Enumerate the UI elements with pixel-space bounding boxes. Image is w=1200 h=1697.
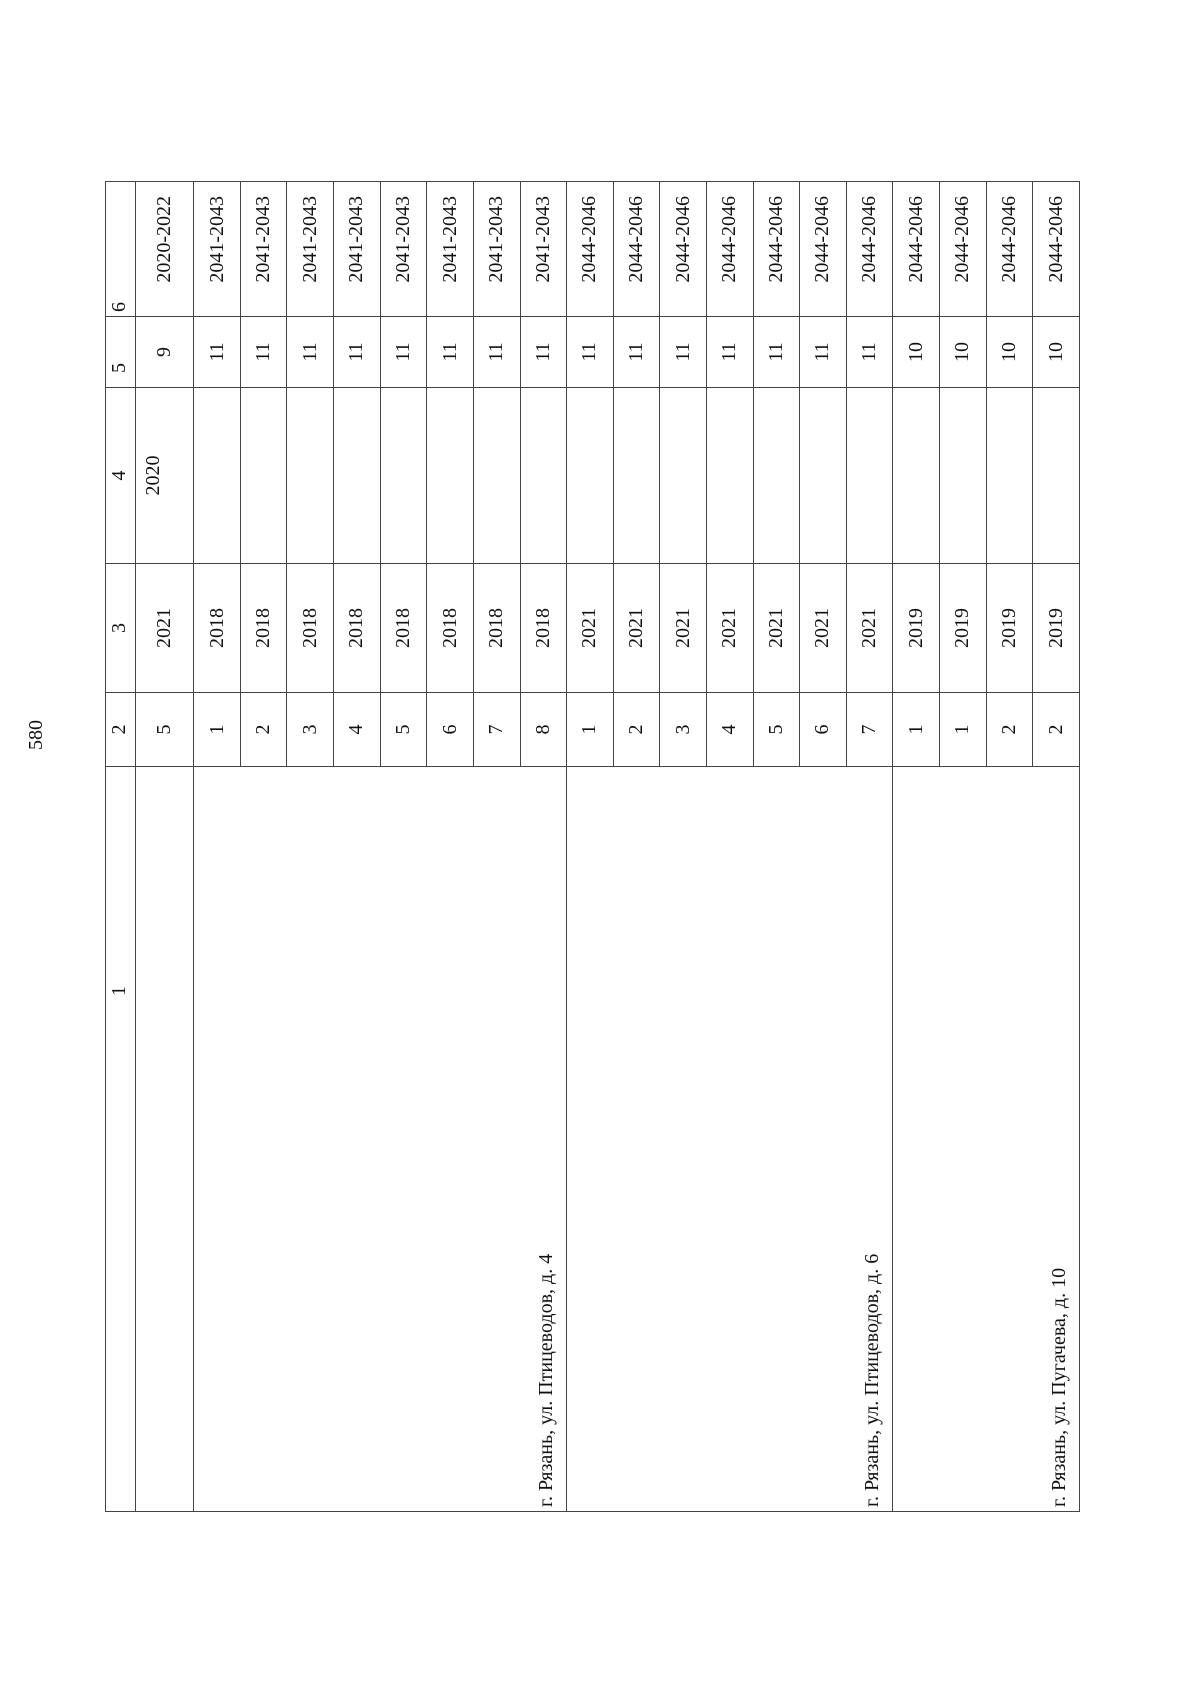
cell-c2: 5 [753, 693, 800, 767]
header-cell: 1 [106, 767, 136, 1512]
cell-c3: 2019 [1033, 564, 1080, 693]
cell-c6: 2041-2043 [380, 182, 427, 317]
cell-c5: 11 [613, 317, 660, 388]
cell-c6: 2044-2046 [753, 182, 800, 317]
cell-c3: 2021 [706, 564, 753, 693]
cell-c4 [473, 388, 520, 564]
cell-c2: 1 [893, 693, 940, 767]
address-cell: г. Рязань, ул. Птицеводов, д. 4 [194, 767, 567, 1512]
cell-c6: 2044-2046 [940, 182, 987, 317]
cell-c4 [613, 388, 660, 564]
cell-c5: 10 [940, 317, 987, 388]
header-cell: 2 [106, 693, 136, 767]
cell-c4: 2020 [136, 388, 194, 564]
cell-c3: 2019 [940, 564, 987, 693]
cell-c3: 2018 [334, 564, 381, 693]
cell-c6: 2020-2022 [136, 182, 194, 317]
cell-c6: 2041-2043 [240, 182, 287, 317]
cell-c6: 2044-2046 [567, 182, 614, 317]
cell-c2: 5 [380, 693, 427, 767]
cell-c6: 2041-2043 [334, 182, 381, 317]
cell-c3: 2019 [986, 564, 1033, 693]
cell-c5: 11 [380, 317, 427, 388]
table-header-row [106, 182, 136, 1512]
cell-c3: 2018 [473, 564, 520, 693]
cell-c6: 2044-2046 [986, 182, 1033, 317]
cell-c6: 2044-2046 [1033, 182, 1080, 317]
header-cell: 4 [106, 388, 136, 564]
cell-c4 [660, 388, 707, 564]
cell-c2: 1 [940, 693, 987, 767]
cell-c2: 6 [800, 693, 847, 767]
cell-c5: 11 [520, 317, 567, 388]
cell-c2: 5 [136, 693, 194, 767]
cell-c4 [427, 388, 474, 564]
cell-c3: 2021 [567, 564, 614, 693]
cell-c5: 10 [1033, 317, 1080, 388]
cell-c2: 8 [520, 693, 567, 767]
cell-c3: 2021 [753, 564, 800, 693]
cell-c4 [567, 388, 614, 564]
cell-c4 [893, 388, 940, 564]
cell-c3: 2021 [613, 564, 660, 693]
cell-c4 [194, 388, 241, 564]
table-row [194, 182, 241, 1512]
cell-c5: 11 [706, 317, 753, 388]
cell-c6: 2041-2043 [520, 182, 567, 317]
cell-c2: 2 [1033, 693, 1080, 767]
address-cell: г. Рязань, ул. Пугачева, д. 10 [893, 767, 1080, 1512]
cell-c3: 2018 [240, 564, 287, 693]
cell-c6: 2041-2043 [287, 182, 334, 317]
table-row [136, 182, 194, 1512]
cell-c3: 2021 [660, 564, 707, 693]
cell-c3: 2018 [427, 564, 474, 693]
cell-c5: 9 [136, 317, 194, 388]
cell-c2: 2 [240, 693, 287, 767]
table-row [567, 182, 614, 1512]
cell-c4 [846, 388, 893, 564]
cell-c5: 11 [473, 317, 520, 388]
cell-c2: 4 [334, 693, 381, 767]
cell-c3: 2021 [846, 564, 893, 693]
cell-c2: 7 [846, 693, 893, 767]
cell-c5: 11 [660, 317, 707, 388]
cell-c5: 10 [986, 317, 1033, 388]
table-body [106, 182, 1080, 1512]
cell-c6: 2041-2043 [194, 182, 241, 317]
cell-c3: 2018 [520, 564, 567, 693]
header-cell: 3 [106, 564, 136, 693]
cell-c5: 11 [427, 317, 474, 388]
cell-c4 [380, 388, 427, 564]
cell-c4 [520, 388, 567, 564]
cell-c6: 2041-2043 [427, 182, 474, 317]
cell-c3: 2021 [800, 564, 847, 693]
cell-c3: 2018 [380, 564, 427, 693]
cell-c2: 2 [986, 693, 1033, 767]
cell-c6: 2041-2043 [473, 182, 520, 317]
data-table [105, 181, 1080, 1512]
cell-c6: 2044-2046 [613, 182, 660, 317]
page-number: 580 [25, 720, 47, 750]
cell-c2: 4 [706, 693, 753, 767]
cell-c3: 2018 [194, 564, 241, 693]
cell-c4 [753, 388, 800, 564]
cell-c2: 3 [287, 693, 334, 767]
cell-c6: 2044-2046 [893, 182, 940, 317]
cell-c6: 2044-2046 [706, 182, 753, 317]
cell-c2: 1 [567, 693, 614, 767]
table-row [893, 182, 940, 1512]
cell-c5: 11 [800, 317, 847, 388]
cell-c4 [986, 388, 1033, 564]
cell-c3: 2021 [136, 564, 194, 693]
cell-c3: 2019 [893, 564, 940, 693]
cell-c6: 2044-2046 [846, 182, 893, 317]
cell-c4 [240, 388, 287, 564]
cell-c5: 11 [334, 317, 381, 388]
cell-c5: 10 [893, 317, 940, 388]
cell-c2: 1 [194, 693, 241, 767]
cell-c4 [1033, 388, 1080, 564]
cell-c5: 11 [240, 317, 287, 388]
cell-c4 [334, 388, 381, 564]
cell-c2: 7 [473, 693, 520, 767]
cell-c5: 11 [567, 317, 614, 388]
cell-c4 [287, 388, 334, 564]
cell-c4 [940, 388, 987, 564]
cell-c2: 3 [660, 693, 707, 767]
cell-c4 [706, 388, 753, 564]
cell-c2: 2 [613, 693, 660, 767]
rotated-table-wrapper [105, 182, 1080, 1512]
cell-c5: 11 [194, 317, 241, 388]
address-cell [136, 767, 194, 1512]
cell-c6: 2044-2046 [660, 182, 707, 317]
address-cell: г. Рязань, ул. Птицеводов, д. 6 [567, 767, 893, 1512]
cell-c3: 2018 [287, 564, 334, 693]
header-cell: 6 [106, 182, 136, 317]
cell-c5: 11 [753, 317, 800, 388]
cell-c5: 11 [846, 317, 893, 388]
cell-c4 [800, 388, 847, 564]
cell-c5: 11 [287, 317, 334, 388]
cell-c2: 6 [427, 693, 474, 767]
cell-c6: 2044-2046 [800, 182, 847, 317]
header-cell: 5 [106, 317, 136, 388]
